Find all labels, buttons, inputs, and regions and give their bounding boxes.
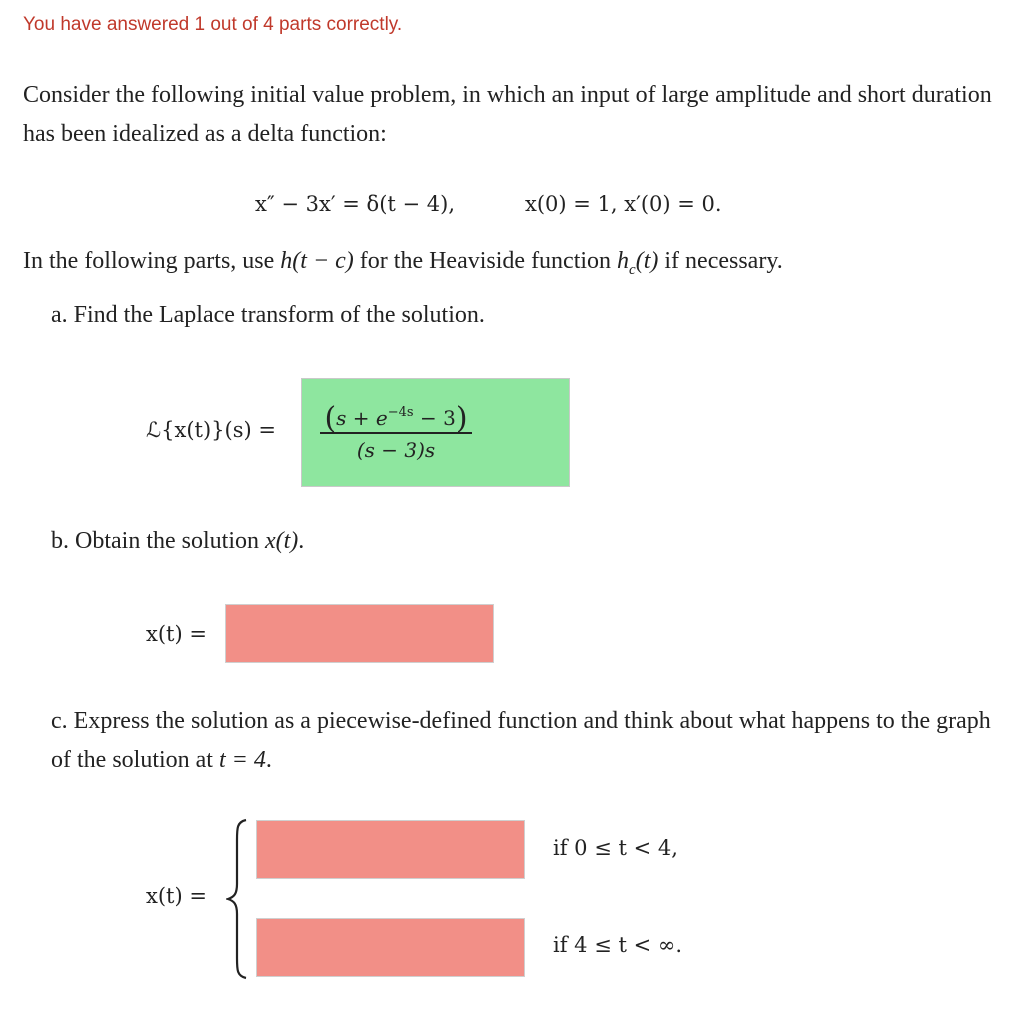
solution-answer-field[interactable] bbox=[225, 604, 494, 663]
part-c-prompt bbox=[51, 702, 1001, 780]
piece-1-answer-field[interactable] bbox=[256, 820, 525, 879]
fraction-bar bbox=[320, 432, 472, 434]
heaviside-expression: h(t − c) bbox=[280, 248, 354, 274]
laplace-label: ℒ{x(t)}(s) = bbox=[146, 418, 276, 442]
piece-2-condition: if 4 ≤ t < ∞. bbox=[553, 933, 683, 957]
heaviside-argument: (t) bbox=[635, 248, 659, 274]
laplace-numerator: $(s + e^{-4s} - 3)$ bbox=[324, 401, 468, 436]
piecewise-label: x(t) = bbox=[146, 884, 207, 908]
heaviside-function: h bbox=[617, 248, 630, 274]
initial-conditions: x(0) = 1, x′(0) = 0. bbox=[525, 192, 722, 216]
part-b-prompt-suffix: . bbox=[298, 528, 305, 554]
heaviside-note-suffix: if necessary. bbox=[658, 248, 783, 274]
part-b-prompt-text: b. Obtain the solution bbox=[51, 528, 265, 554]
part-c-prompt-suffix: . bbox=[265, 747, 272, 773]
heaviside-note-prefix: In the following parts, use bbox=[23, 248, 281, 274]
part-c-prompt-math: t = 4 bbox=[218, 747, 266, 773]
score-status: You have answered 1 out of 4 parts correctly. bbox=[23, 14, 403, 35]
laplace-answer-fraction bbox=[316, 395, 476, 465]
numerator-exponent: −4s bbox=[387, 405, 414, 420]
numerator-plus: + bbox=[352, 406, 370, 430]
laplace-answer-field[interactable] bbox=[301, 378, 570, 487]
heaviside-subscript: c bbox=[629, 261, 636, 278]
piece-1-condition: if 0 ≤ t < 4, bbox=[553, 836, 678, 860]
left-brace-icon bbox=[226, 818, 252, 980]
solution-label: x(t) = bbox=[146, 622, 207, 646]
laplace-denominator: (s − 3)s bbox=[356, 438, 436, 462]
heaviside-note bbox=[23, 248, 783, 279]
problem-intro: Consider the following initial value problem, in which an input of large amplitude and short duration has been idealized as a delta function: bbox=[23, 82, 992, 147]
numerator-e: e bbox=[375, 406, 388, 430]
piece-2-answer-field[interactable] bbox=[256, 918, 525, 977]
part-a-prompt: a. Find the Laplace transform of the solution. bbox=[51, 302, 485, 328]
differential-equation: x″ − 3x′ = δ(t − 4), bbox=[255, 192, 456, 216]
numerator-s: s bbox=[336, 406, 347, 430]
part-b-prompt-math: x(t) bbox=[264, 528, 299, 554]
heaviside-note-mid: for the Heaviside function bbox=[353, 248, 618, 274]
numerator-rest: − 3 bbox=[419, 406, 456, 430]
part-b-prompt bbox=[51, 528, 304, 555]
part-c-prompt-text: c. Express the solution as a piecewise-defined function and think about what happens to the graph of the solution at bbox=[51, 708, 991, 773]
